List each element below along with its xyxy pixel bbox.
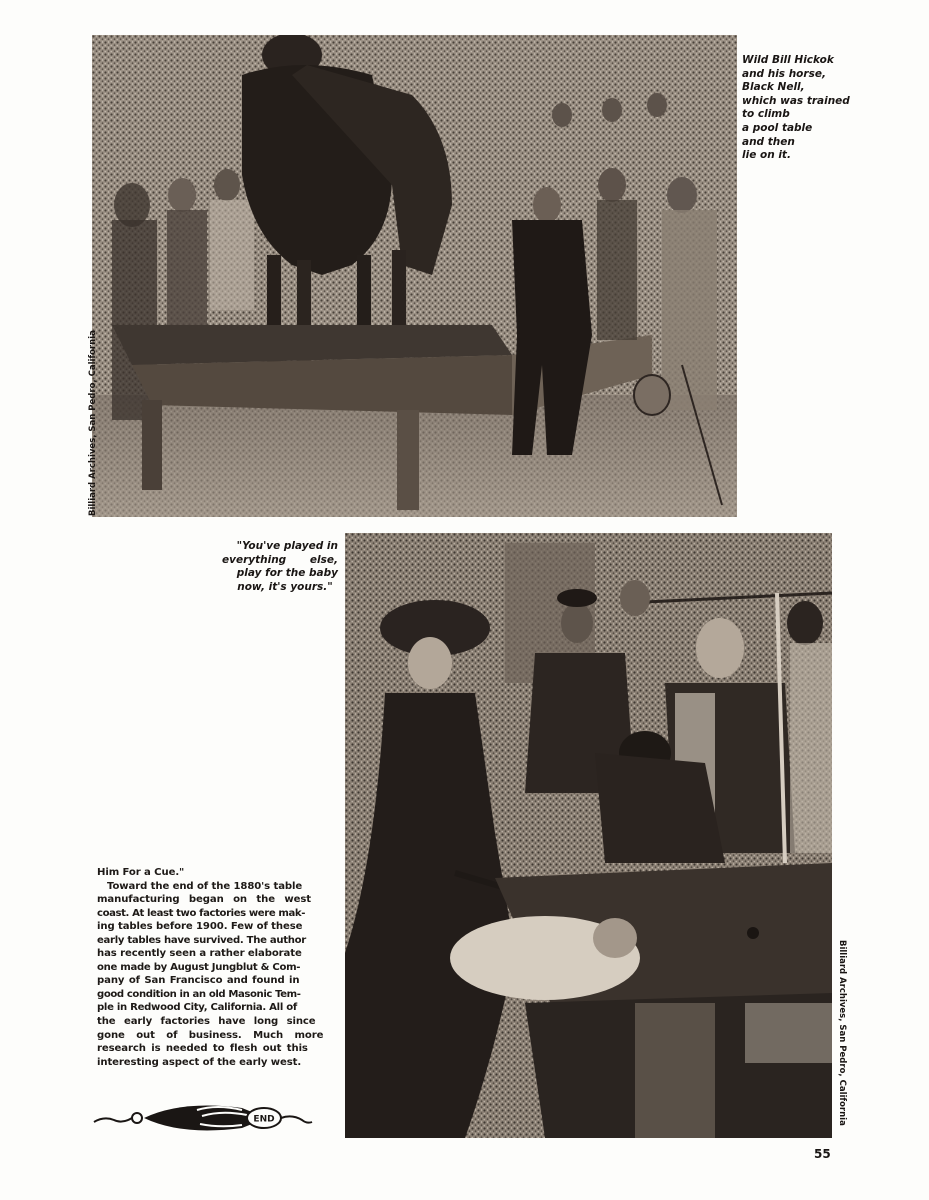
caption-line: a pool table	[742, 121, 813, 134]
caption-line: and his horse,	[742, 67, 826, 80]
text-line: ing tables before 1900. Few of these	[97, 921, 303, 933]
caption-line: lie on it.	[742, 149, 791, 162]
caption-line: Wild Bill Hickok	[742, 54, 834, 66]
caption-word: else,	[309, 553, 338, 566]
caption-line: and then	[742, 135, 795, 148]
end-mark-text: END	[253, 1114, 275, 1125]
caption-word: everything	[222, 553, 287, 566]
text-line: coast. At least two factories were mak-	[97, 907, 306, 919]
caption-line	[222, 554, 338, 568]
caption-line: now, it's yours."	[237, 580, 333, 593]
caption-bottom	[222, 540, 338, 594]
illustration-play-for-the-baby	[345, 533, 832, 1138]
text-line: interesting aspect of the early west.	[97, 1056, 302, 1068]
engraving-image	[345, 533, 832, 1138]
text-line: one made by August Jungblut & Com-	[97, 961, 301, 973]
text-line: research is needed to flesh out this	[97, 1043, 308, 1055]
text-line: has recently seen a rather elaborate	[97, 948, 302, 960]
end-feather-icon	[92, 1098, 314, 1138]
article-body	[97, 866, 324, 1069]
caption-line: which was trained	[742, 94, 850, 107]
engraving-image	[92, 35, 737, 517]
text-line: the early factories have long since	[97, 1016, 316, 1028]
caption-line: to climb	[742, 108, 790, 121]
page-number: 55	[814, 1147, 831, 1161]
caption-line: Black Nell,	[742, 81, 805, 94]
photo-credit-bottom: Billiard Archives, San Pedro, California	[837, 940, 847, 1126]
text-line: Him For a Cue."	[97, 867, 185, 878]
caption-line: "You've played in	[236, 540, 338, 552]
photo-credit-top: Billiard Archives, San Pedro, California	[88, 330, 98, 516]
text-line: pany of San Francisco and found in	[97, 975, 300, 987]
text-line: ple in Redwood City, California. All of	[97, 1002, 297, 1014]
caption-top	[742, 54, 872, 163]
caption-line: play for the baby	[236, 567, 338, 580]
text-line: gone out of business. Much more	[97, 1029, 324, 1041]
text-line: good condition in an old Masonic Tem-	[97, 988, 301, 1000]
illustration-wild-bill-hickok-horse	[92, 35, 737, 517]
text-line: manufacturing began on the west	[97, 894, 311, 906]
text-line: Toward the end of the 1880's table	[107, 880, 303, 892]
text-line: early tables have survived. The author	[97, 934, 306, 946]
